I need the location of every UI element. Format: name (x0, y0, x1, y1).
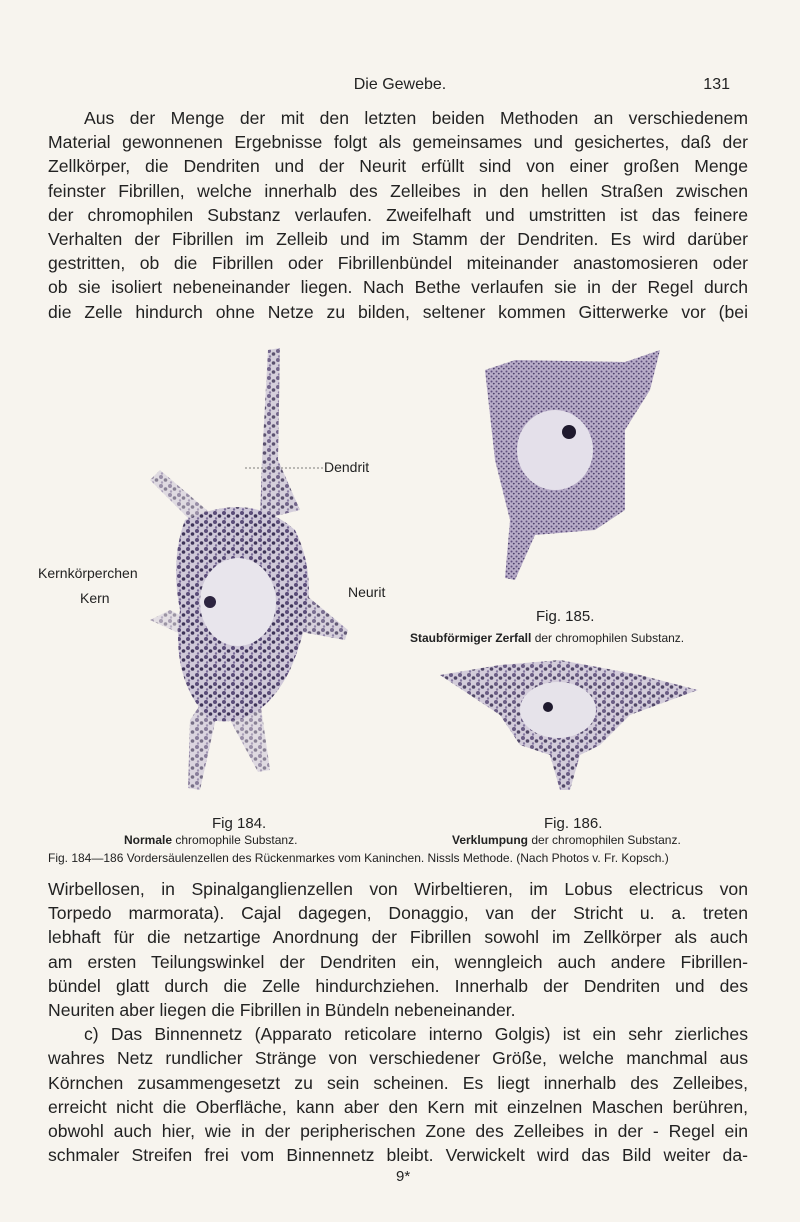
fig184-caption-bold: Normale (124, 833, 173, 847)
text-line: feinster Fibrillen, welche innerhalb des Zelleibes in den hellen Straßen zwischen (48, 180, 748, 201)
text-line: Torpedo marmorata). Cajal dagegen, Donaggio, van der Stricht u. a. treten (48, 903, 748, 924)
text-line: obwohl auch hier, wie in der peripherischen Zone des Zelleibes in der - Regel ein (48, 1121, 748, 1142)
fig184-caption (124, 833, 297, 847)
text-line: die Zelle hindurch ohne Netze zu bilden, seltener kommen Gitterwerke vor (bei (48, 301, 748, 322)
label-kern: Kern (80, 590, 110, 606)
fig186-caption-bold: Verklumpung (452, 833, 529, 847)
figures-common-caption: Fig. 184—186 Vordersäulenzellen des Rückenmarkes vom Kaninchen. Nissls Methode. (Nach Photos v. Fr. Kopsch.) (48, 851, 669, 865)
paragraph-bottom (48, 877, 748, 1167)
text-line: Körnchen zusammengesetzt zu sein scheinen. Es liegt innerhalb des Zelleibes, (48, 1072, 748, 1093)
fig185-caption-bold: Staubförmiger Zerfall (410, 631, 532, 645)
fig185-neuron-image (475, 340, 665, 600)
fig186-number: Fig. 186. (544, 815, 603, 832)
fig186-neuron-image (440, 655, 700, 795)
page-number: 131 (703, 76, 730, 93)
text-line: bündel glatt durch die Zelle hindurchziehen. Innerhalb der Dendriten und des (48, 975, 748, 996)
text-line: gestritten, ob die Fibrillen oder Fibrillenbündel miteinander anastomosieren oder (48, 253, 748, 274)
fig186-caption (452, 833, 681, 847)
fig186-caption-rest: der chromophilen Substanz. (531, 833, 681, 847)
text-line: lebhaft für die netzartige Anordnung der Fibrillen sowohl im Zellkörper als auch (48, 927, 748, 948)
text-line: Wirbellosen, in Spinalganglienzellen von Wirbeltieren, im Lobus electricus von (48, 879, 748, 899)
text-line: am ersten Teilungswinkel der Dendriten ein, wenngleich auch andere Fibrillen- (48, 951, 748, 972)
fig185-caption (410, 631, 684, 645)
text-line: schmaler Streifen frei vom Binnennetz bleibt. Verwickelt wird das Bild weiter da- (48, 1145, 748, 1166)
text-line: Aus der Menge der mit den letzten beiden Methoden an verschiedenem (84, 108, 748, 128)
label-dendrit: Dendrit (324, 459, 370, 475)
text-line: wahres Netz rundlicher Stränge von verschiedener Größe, welche manchmal aus (48, 1048, 748, 1069)
running-title: Die Gewebe. (353, 76, 447, 93)
text-line: ob sie isoliert nebeneinander liegen. Nach Bethe verlaufen sie in der Regel durch (48, 277, 748, 298)
text-line: Neuriten aber liegen die Fibrillen in Bündeln nebeneinander. (48, 1000, 516, 1021)
label-kernkoerperchen: Kernkörperchen (38, 565, 138, 581)
page-header (0, 76, 800, 98)
text-line: Verhalten der Fibrillen im Zelleib und im Stamm der Dendriten. Es wird darüber (48, 229, 748, 250)
text-line: Material gewonnenen Ergebnisse folgt als gemeinsames und gesichertes, daß der (48, 132, 748, 153)
paragraph-top (48, 106, 748, 324)
fig185-caption-rest: der chromophilen Substanz. (534, 631, 685, 645)
fig184-caption-rest: chromophile Substanz. (175, 833, 298, 847)
signature-mark: 9* (396, 1168, 411, 1185)
fig185-number: Fig. 185. (536, 608, 595, 625)
label-neurit: Neurit (348, 584, 386, 600)
text-line: Zellkörper, die Dendriten und der Neurit erfüllt sind von einer großen Menge (48, 156, 748, 177)
leader-line-dendrit (245, 466, 325, 470)
text-line: c) Das Binnennetz (Apparato reticolare interno Golgis) ist ein sehr zierliches (84, 1024, 748, 1045)
fig184-neuron-image (150, 340, 350, 800)
text-line: der chromophilen Substanz verlaufen. Zweifelhaft und umstritten ist das feinere (48, 204, 748, 225)
fig184-number: Fig 184. (212, 815, 267, 832)
text-line: erreicht nicht die Oberfläche, kann aber den Kern mit einzelnen Maschen berühren, (48, 1096, 748, 1117)
